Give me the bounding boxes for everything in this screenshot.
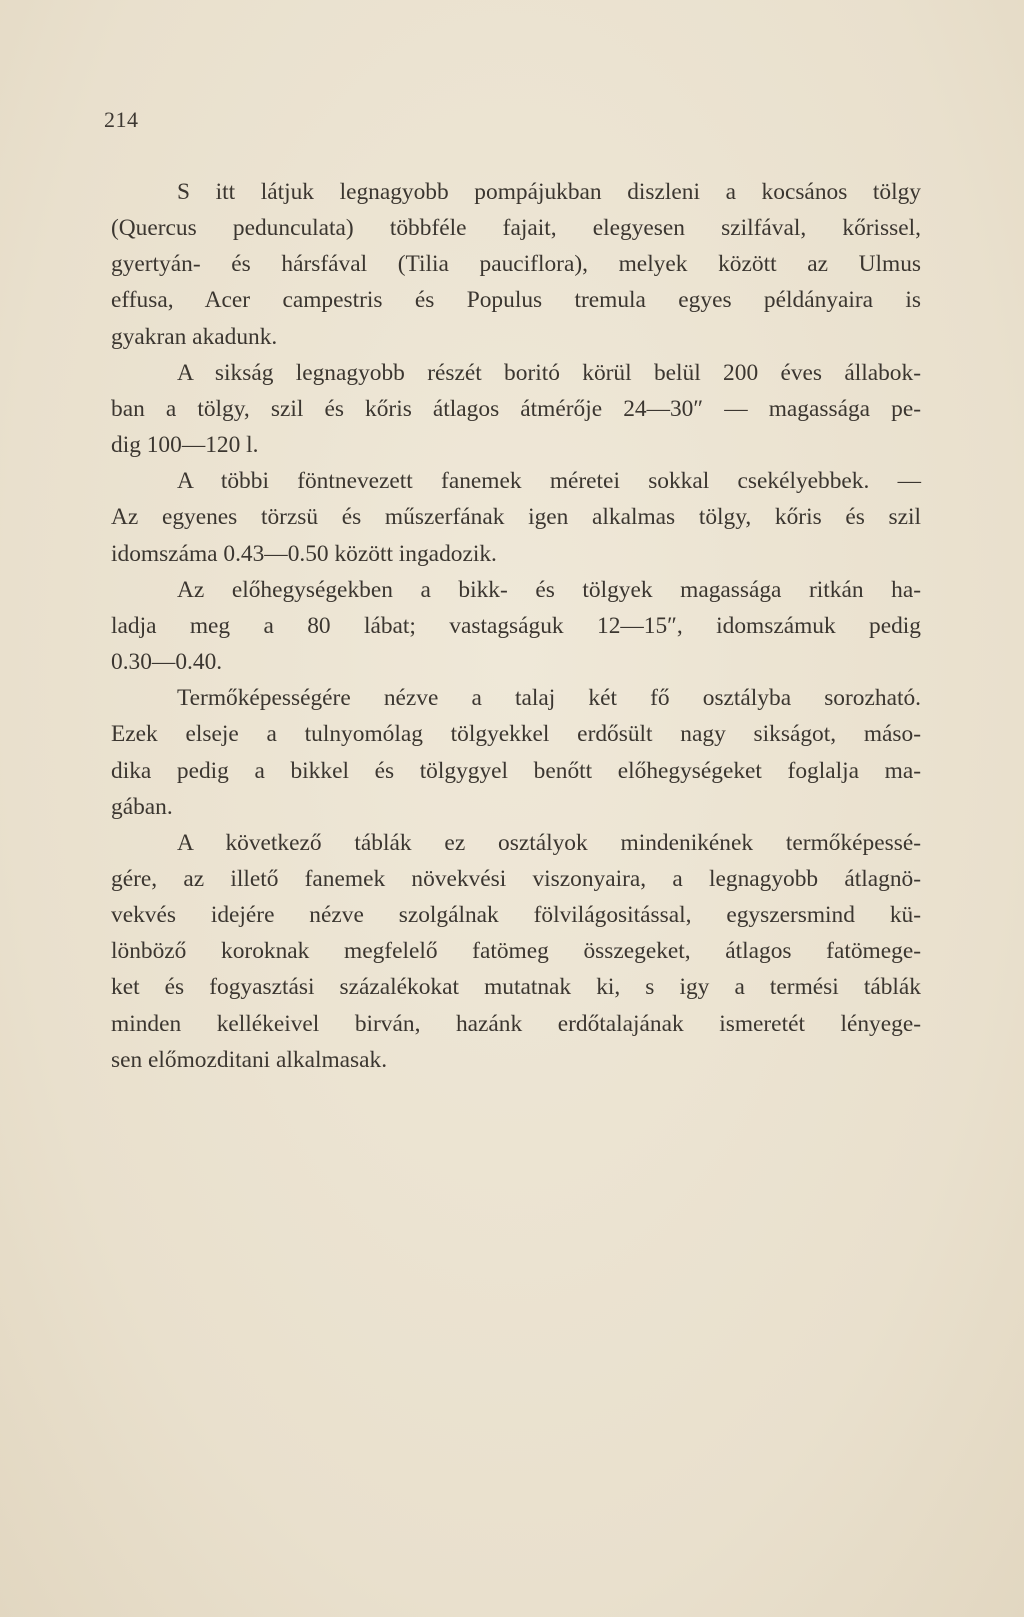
text-line: idomszáma 0.43—0.50 között ingadozik. (111, 540, 497, 567)
body-text (111, 174, 921, 1078)
text-line: gában. (111, 793, 173, 820)
paragraph (111, 825, 921, 1078)
text-line: A többi föntnevezett fanemek méretei sokkal csekélyebbek. — (177, 468, 921, 495)
paragraph (111, 463, 921, 571)
text-line: Termőképességére nézve a talaj két fő osztályba sorozható. (177, 685, 921, 712)
text-line: (Quercus pedunculata) többféle fajait, elegyesen szilfával, kőrissel, (111, 215, 921, 242)
text-line: lönböző koroknak megfelelő fatömeg összegeket, átlagos fatömege- (111, 938, 921, 965)
text-line: gyakran akadunk. (111, 323, 278, 350)
text-line: Az egyenes törzsü és műszerfának igen alkalmas tölgy, kőris és szil (111, 504, 921, 531)
text-line: gyertyán- és hársfával (Tilia pauciflora), melyek között az Ulmus (111, 251, 921, 278)
text-line: effusa, Acer campestris és Populus tremula egyes példányaira is (111, 287, 921, 314)
paragraph (111, 680, 921, 825)
text-line: ban a tölgy, szil és kőris átlagos átmérője 24—30″ — magassága pe- (111, 395, 921, 422)
text-line: Ezek elseje a tulnyomólag tölgyekkel erdősült nagy sikságot, máso- (111, 721, 921, 748)
text-line: ladja meg a 80 lábat; vastagságuk 12—15″, idomszámuk pedig (111, 612, 921, 639)
text-line: A sikság legnagyobb részét boritó körül belül 200 éves állabok- (177, 359, 921, 386)
text-line: ket és fogyasztási százalékokat mutatnak ki, s igy a termési táblák (111, 974, 921, 1001)
page-number: 214 (104, 107, 139, 132)
text-line: vekvés idejére nézve szolgálnak fölvilágositással, egyszersmind kü- (111, 902, 921, 929)
text-line: S itt látjuk legnagyobb pompájukban diszleni a kocsános tölgy (177, 179, 921, 205)
text-line: dig 100—120 l. (111, 432, 259, 459)
text-line: A következő táblák ez osztályok mindenikének termőképessé- (177, 829, 921, 856)
paragraph (111, 174, 921, 355)
text-line: minden kellékeivel birván, hazánk erdőtalajának ismeretét lényege- (111, 1010, 921, 1037)
text-line: 0.30—0.40. (111, 649, 223, 676)
text-line: gére, az illető fanemek növekvési viszonyaira, a legnagyobb átlagnö- (111, 865, 921, 892)
text-line: dika pedig a bikkel és tölgygyel benőtt előhegységeket foglalja ma- (111, 757, 921, 784)
text-line: Az előhegységekben a bikk- és tölgyek magassága ritkán ha- (177, 576, 921, 603)
paragraph (111, 355, 921, 463)
text-line: sen előmozditani alkalmasak. (111, 1046, 388, 1073)
paragraph (111, 572, 921, 680)
